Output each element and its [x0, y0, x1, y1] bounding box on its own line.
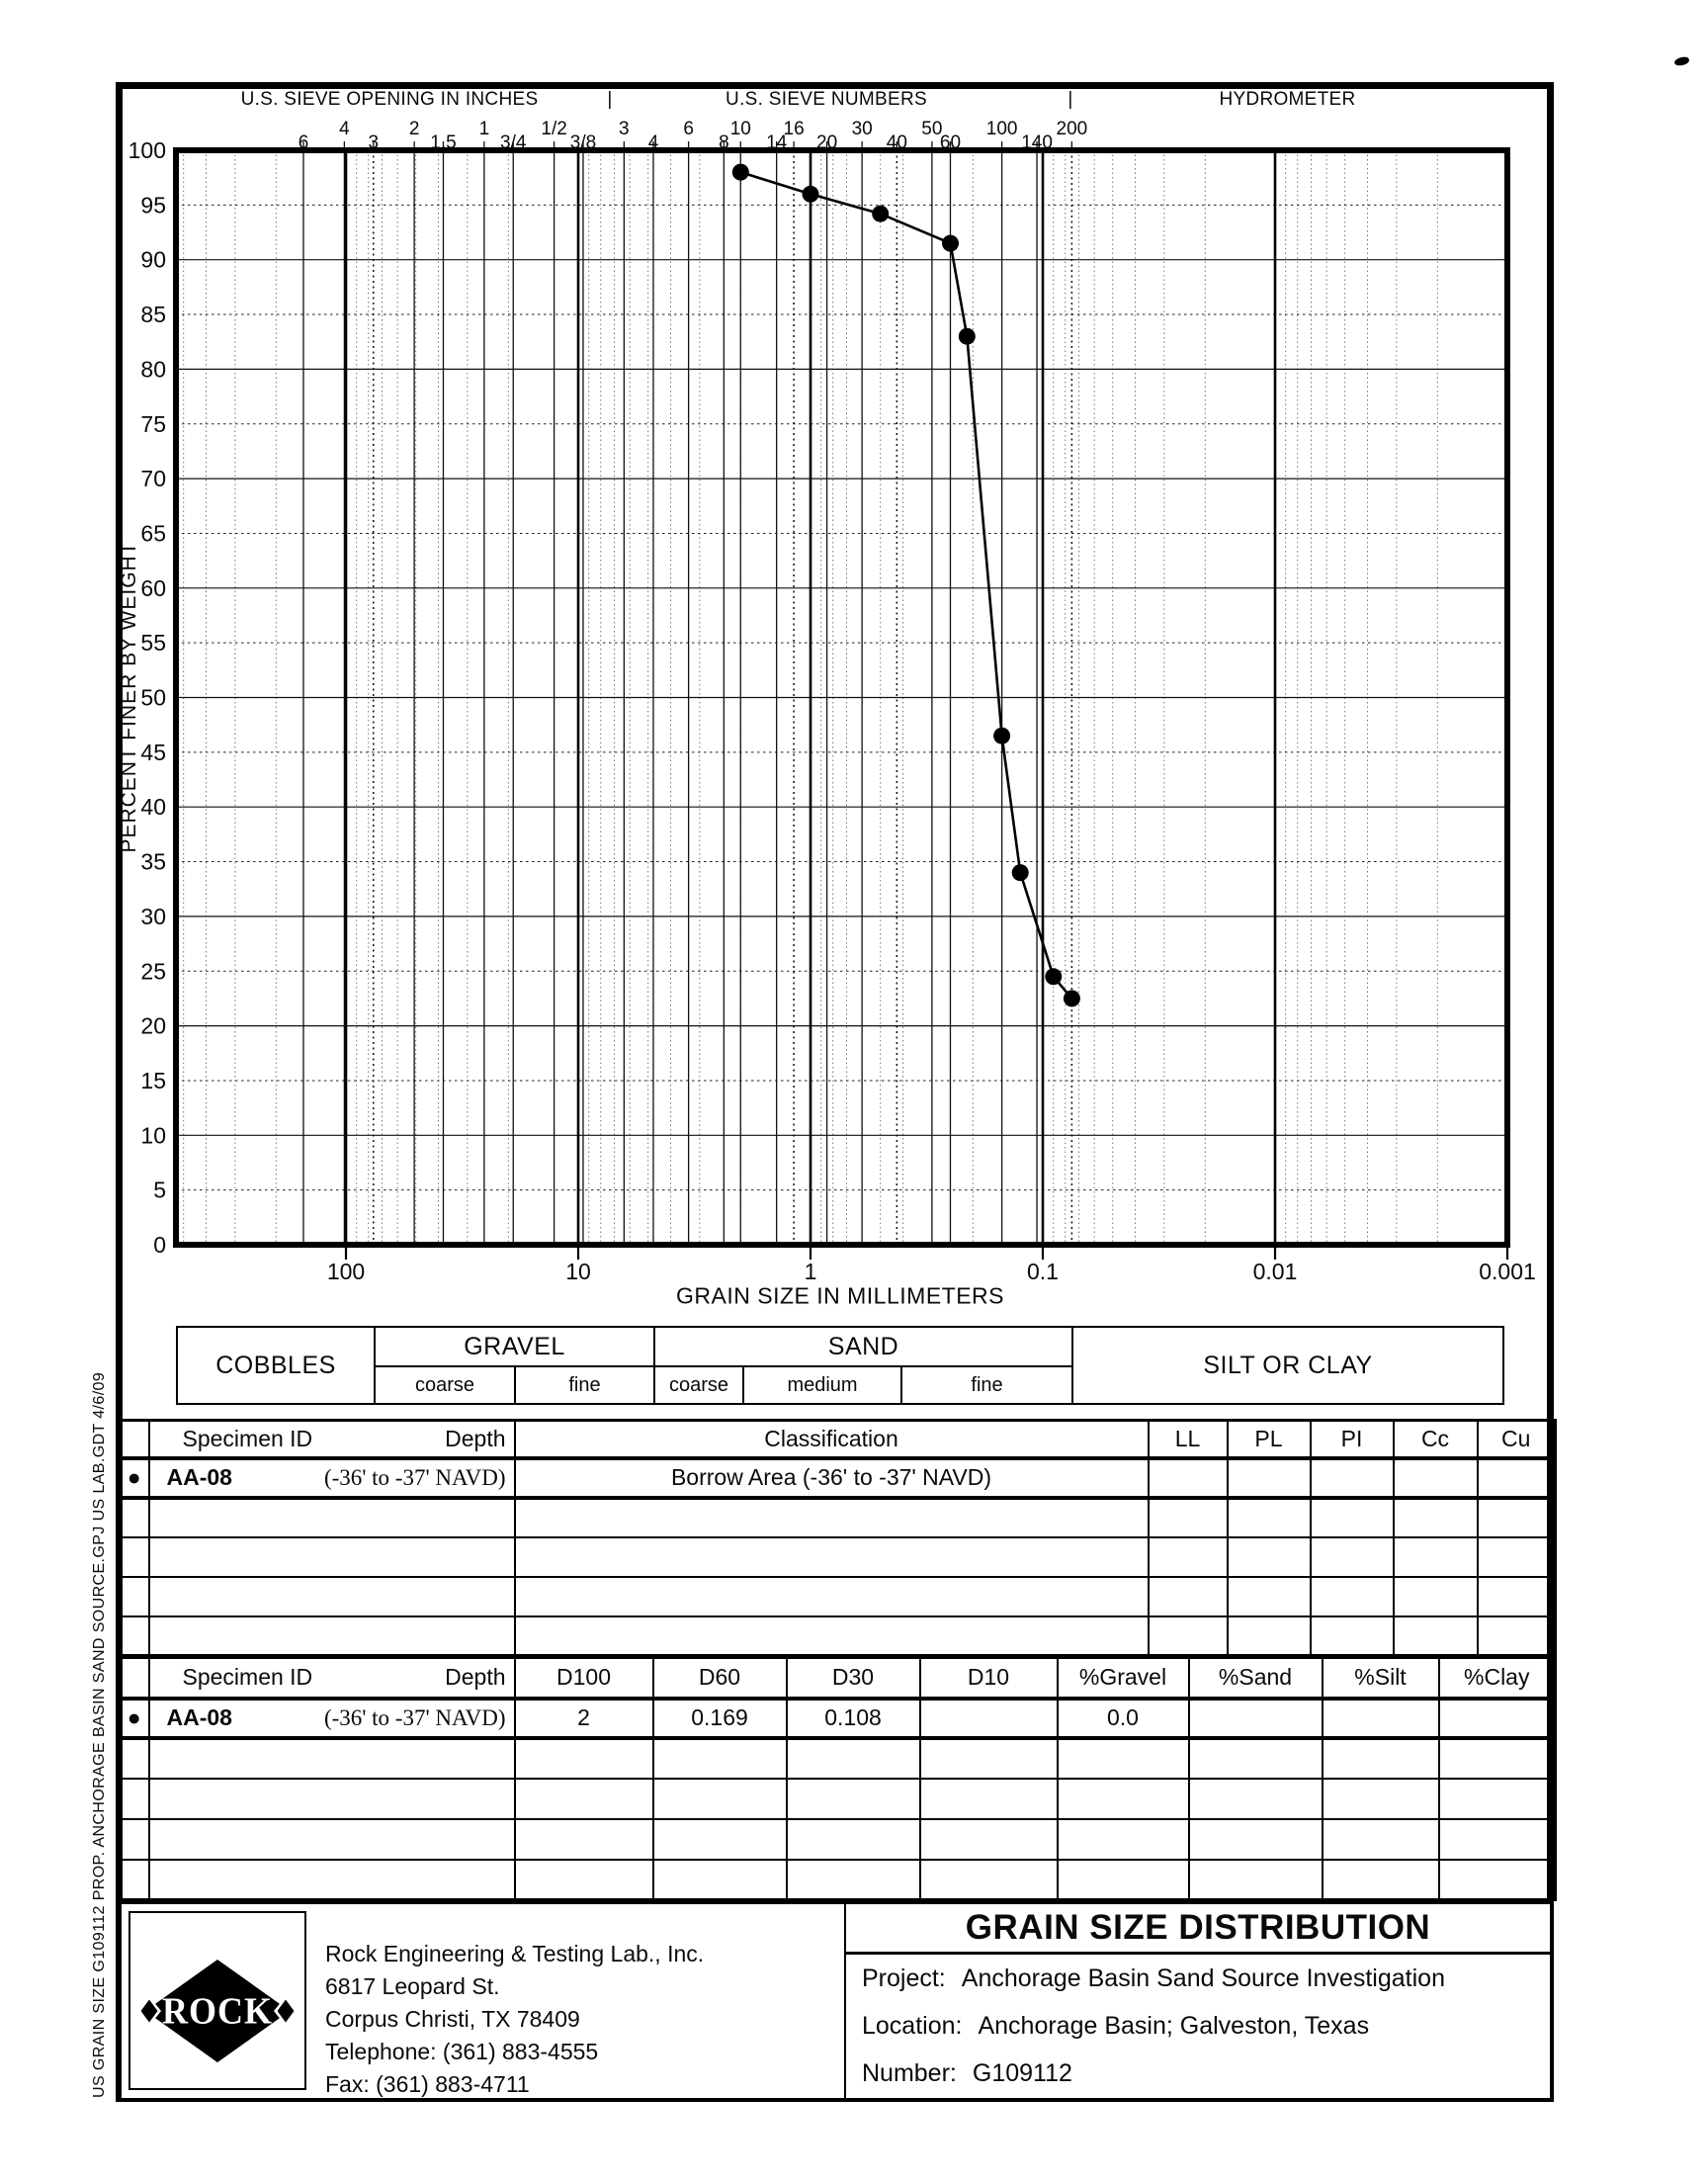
- silt-pct-value: [1323, 1699, 1439, 1738]
- sieve-size-label: 6: [683, 119, 694, 139]
- specimen-depth-header: [149, 1421, 515, 1458]
- x-axis-title: GRAIN SIZE IN MILLIMETERS: [676, 1282, 1004, 1309]
- table-empty-row: [120, 1616, 1556, 1656]
- sieve-size-label: 6: [298, 132, 309, 153]
- strip-sand-coarse: coarse: [654, 1366, 743, 1404]
- y-tick-label: 55: [140, 630, 166, 656]
- number-row: [846, 2051, 1550, 2098]
- y-tick-label: 10: [140, 1122, 166, 1149]
- data-point: [732, 164, 749, 181]
- d30-value: 0.108: [787, 1699, 920, 1738]
- y-tick-label: 100: [128, 137, 166, 163]
- data-point: [942, 235, 959, 252]
- report-info-block: [846, 1904, 1550, 2098]
- company-block: [122, 1904, 846, 2098]
- strip-sand-medium: medium: [743, 1366, 901, 1404]
- y-tick-label: 25: [140, 958, 166, 985]
- number-value: G109112: [972, 2059, 1072, 2088]
- scan-artifact: [1673, 56, 1689, 67]
- silt-pct-header: %Silt: [1323, 1658, 1439, 1699]
- sieve-size-label: 1/2: [541, 119, 567, 139]
- pl-value: [1228, 1458, 1311, 1498]
- strip-gravel: GRAVEL: [375, 1327, 654, 1366]
- company-address: [325, 1938, 704, 2101]
- x-tick-label: 0.1: [1027, 1259, 1059, 1284]
- table-empty-row: [120, 1860, 1556, 1900]
- sieve-size-label: 4: [339, 119, 350, 139]
- cc-header: Cc: [1394, 1421, 1478, 1458]
- header-hydrometer: HYDROMETER: [1219, 89, 1356, 110]
- specimen-symbol: ●: [120, 1699, 149, 1738]
- d60-value: 0.169: [653, 1699, 787, 1738]
- y-tick-label: 20: [140, 1012, 166, 1039]
- specimen-depth-header: [149, 1658, 515, 1699]
- sieve-size-label: 3: [368, 132, 380, 153]
- strip-silt-or-clay: SILT OR CLAY: [1072, 1327, 1503, 1404]
- sieve-size-label: 1: [478, 119, 490, 139]
- location-value: Anchorage Basin; Galveston, Texas: [978, 2011, 1370, 2040]
- company-telephone: Telephone: (361) 883-4555: [325, 2039, 599, 2064]
- location-label: Location:: [862, 2011, 963, 2040]
- d60-header: D60: [653, 1658, 787, 1699]
- clay-pct-header: %Clay: [1439, 1658, 1556, 1699]
- sieve-size-label: 3/4: [500, 132, 527, 153]
- sieve-size-label: 200: [1056, 119, 1088, 139]
- x-tick-label: 0.01: [1252, 1259, 1298, 1284]
- d100-header: D100: [515, 1658, 653, 1699]
- classification-table: [118, 1419, 1557, 1657]
- specimen-symbol: ●: [120, 1458, 149, 1498]
- sieve-size-label: 60: [939, 132, 962, 153]
- header-sieve-numbers: U.S. SIEVE NUMBERS: [726, 89, 927, 110]
- y-tick-label: 45: [140, 739, 166, 765]
- table-empty-row: [120, 1498, 1556, 1537]
- classification-strip: [176, 1326, 1504, 1405]
- header-separator-1: |: [607, 89, 613, 110]
- ll-value: [1149, 1458, 1228, 1498]
- cu-header: Cu: [1478, 1421, 1556, 1458]
- data-point: [1012, 864, 1029, 881]
- data-point: [1064, 990, 1080, 1006]
- y-tick-label: 0: [153, 1232, 166, 1258]
- specimen-depth-cell: [149, 1699, 515, 1738]
- company-fax: Fax: (361) 883-4711: [325, 2071, 530, 2097]
- strip-gravel-fine: fine: [515, 1366, 654, 1404]
- table-empty-row: [120, 1577, 1556, 1616]
- specimen-id-header: Specimen ID: [182, 1425, 313, 1451]
- x-tick-label: 0.001: [1479, 1259, 1536, 1284]
- y-tick-label: 95: [140, 192, 166, 218]
- data-point: [959, 328, 976, 345]
- sieve-size-label: 140: [1021, 132, 1053, 153]
- sieve-size-label: 1.5: [430, 132, 457, 153]
- data-point: [872, 206, 889, 222]
- project-label: Project:: [862, 1964, 946, 1992]
- logo-word: [130, 1960, 304, 2062]
- depth-header: Depth: [445, 1664, 506, 1691]
- x-tick-label: 10: [565, 1259, 591, 1284]
- sieve-size-label: 3/8: [569, 132, 597, 153]
- strip-sand: SAND: [654, 1327, 1072, 1366]
- specimen-depth-cell: [149, 1458, 515, 1498]
- company-name: Rock Engineering & Testing Lab., Inc.: [325, 1941, 705, 1966]
- y-tick-label: 90: [140, 246, 166, 273]
- sieve-size-label: 4: [647, 132, 659, 153]
- symbol-column-header: [120, 1421, 149, 1458]
- y-tick-label: 50: [140, 684, 166, 711]
- grain-size-chart: [99, 59, 1569, 1285]
- y-tick-label: 75: [140, 410, 166, 437]
- sieve-size-label: 100: [985, 119, 1018, 139]
- logo-text: ROCK: [162, 1990, 273, 2032]
- sidebar-filename-text: US GRAIN SIZE G109112 PROP. ANCHORAGE BASIN SAND SOURCE.GPJ US LAB.GDT 4/6/09: [91, 1371, 108, 2098]
- y-tick-label: 30: [140, 903, 166, 929]
- data-point: [993, 728, 1010, 744]
- data-point: [1045, 968, 1062, 985]
- specimen-id-header: Specimen ID: [182, 1664, 313, 1691]
- cu-value: [1478, 1458, 1556, 1498]
- x-tick-label: 1: [804, 1259, 817, 1284]
- dvalues-data-row: [120, 1699, 1556, 1738]
- strip-gravel-coarse: coarse: [375, 1366, 515, 1404]
- classification-value: Borrow Area (-36' to -37' NAVD): [515, 1458, 1149, 1498]
- depth-value: (-36' to -37' NAVD): [323, 1704, 506, 1730]
- classification-header: Classification: [515, 1421, 1149, 1458]
- x-tick-label: 100: [326, 1259, 366, 1284]
- y-tick-label: 15: [140, 1067, 166, 1093]
- y-tick-label: 40: [140, 794, 166, 821]
- title-block: [118, 1900, 1554, 2102]
- company-logo: [128, 1911, 306, 2090]
- table-empty-row: [120, 1537, 1556, 1577]
- header-separator-2: |: [1068, 89, 1073, 110]
- sieve-size-label: 20: [816, 132, 838, 153]
- sieve-size-label: 50: [921, 119, 943, 139]
- cc-value: [1394, 1458, 1478, 1498]
- d100-value: 2: [515, 1699, 653, 1738]
- dvalues-table: [118, 1656, 1557, 1901]
- company-city: Corpus Christi, TX 78409: [325, 2006, 580, 2032]
- report-title: GRAIN SIZE DISTRIBUTION: [846, 1904, 1550, 1955]
- location-row: [846, 2002, 1550, 2050]
- depth-header: Depth: [445, 1425, 506, 1451]
- symbol-column-header: [120, 1658, 149, 1699]
- specimen-id-value: AA-08: [166, 1704, 232, 1730]
- sieve-size-label: 3: [619, 119, 630, 139]
- pl-header: PL: [1228, 1421, 1311, 1458]
- gravel-pct-header: %Gravel: [1058, 1658, 1189, 1699]
- data-point: [803, 186, 819, 203]
- sieve-size-label: 10: [729, 119, 751, 139]
- project-row: [846, 1955, 1550, 2002]
- d10-value: [920, 1699, 1058, 1738]
- specimen-id-value: AA-08: [166, 1464, 232, 1490]
- table-empty-row: [120, 1738, 1556, 1779]
- table-empty-row: [120, 1819, 1556, 1860]
- pi-header: PI: [1311, 1421, 1394, 1458]
- y-axis-title: PERCENT FINER BY WEIGHT: [118, 541, 140, 853]
- sieve-size-label: 8: [719, 132, 729, 153]
- strip-cobbles: COBBLES: [177, 1327, 375, 1404]
- sieve-size-label: 14: [766, 132, 788, 153]
- d30-header: D30: [787, 1658, 920, 1699]
- gravel-pct-value: 0.0: [1058, 1699, 1189, 1738]
- header-sieve-inches: U.S. SIEVE OPENING IN INCHES: [240, 89, 539, 110]
- pi-value: [1311, 1458, 1394, 1498]
- classification-table-header-row: [120, 1421, 1556, 1458]
- logo-right-diamond-icon: [274, 1996, 298, 2026]
- classification-data-row: [120, 1458, 1556, 1498]
- sieve-size-label: 2: [408, 119, 420, 139]
- company-street: 6817 Leopard St.: [325, 1973, 500, 1999]
- ll-header: LL: [1149, 1421, 1228, 1458]
- sieve-size-label: 16: [783, 119, 805, 139]
- dvalues-table-header-row: [120, 1658, 1556, 1699]
- y-tick-label: 70: [140, 466, 166, 492]
- project-value: Anchorage Basin Sand Source Investigation: [961, 1964, 1445, 1992]
- logo-left-diamond-icon: [137, 1996, 161, 2026]
- y-tick-label: 85: [140, 302, 166, 328]
- sand-pct-value: [1189, 1699, 1323, 1738]
- strip-sand-fine: fine: [901, 1366, 1072, 1404]
- y-tick-label: 65: [140, 520, 166, 547]
- sieve-size-label: 40: [886, 132, 907, 153]
- y-tick-label: 60: [140, 574, 166, 601]
- table-empty-row: [120, 1779, 1556, 1819]
- number-label: Number:: [862, 2059, 957, 2088]
- y-tick-label: 5: [153, 1177, 166, 1203]
- clay-pct-value: [1439, 1699, 1556, 1738]
- depth-value: (-36' to -37' NAVD): [323, 1464, 506, 1490]
- y-tick-label: 35: [140, 848, 166, 875]
- d10-header: D10: [920, 1658, 1058, 1699]
- sieve-size-label: 30: [851, 119, 873, 139]
- sand-pct-header: %Sand: [1189, 1658, 1323, 1699]
- y-tick-label: 80: [140, 356, 166, 383]
